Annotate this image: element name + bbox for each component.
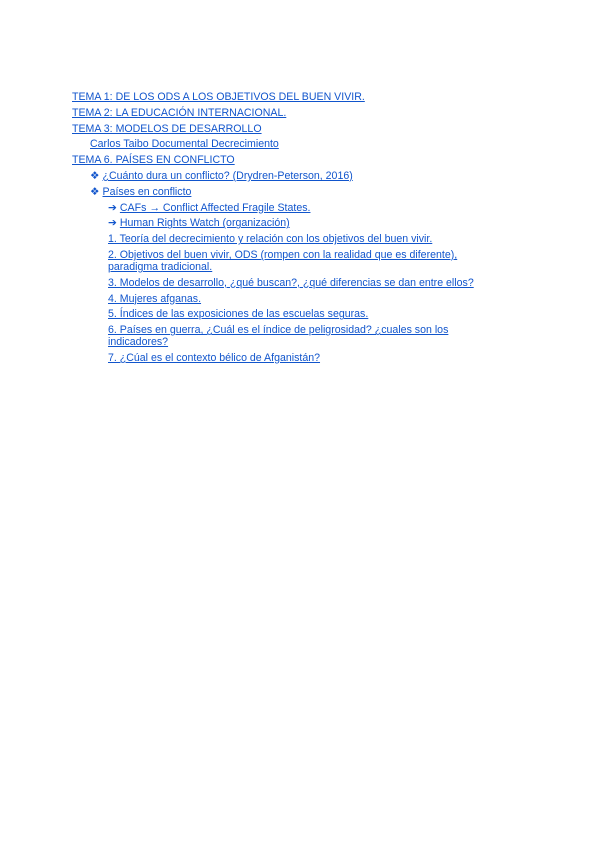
toc-link-label: CAFs → Conflict Affected Fragile States. [119, 201, 311, 214]
toc-link-label: ¿Cuánto dura un conflicto? (Drydren-Peterson, 2016) [102, 169, 353, 182]
toc-link-item-2[interactable]: 2. Objetivos del buen vivir, ODS (rompen con la realidad que es diferente), paradigma tradicional. [108, 248, 458, 273]
arrow-bullet-icon: ➔ [108, 217, 117, 230]
toc-link-label: Human Rights Watch (organización) [119, 217, 290, 230]
arrow-bullet-icon: ➔ [108, 201, 117, 214]
toc-link-item-7[interactable]: 7. ¿Cúal es el contexto bélico de Afganistán? [108, 351, 321, 364]
toc-link-label: Países en conflicto [102, 185, 192, 198]
toc-link-tema-3[interactable]: TEMA 3: MODELOS DE DESARROLLO [72, 122, 262, 135]
toc-link-item-4[interactable]: 4. Mujeres afganas. [108, 292, 202, 305]
toc-link-cafs[interactable] [108, 202, 478, 214]
toc-link-tema-2[interactable]: TEMA 2: LA EDUCACIÓN INTERNACIONAL. [72, 106, 287, 119]
toc-link-carlos-taibo[interactable]: Carlos Taibo Documental Decrecimiento [90, 138, 279, 151]
toc-link-tema-1[interactable]: TEMA 1: DE LOS ODS A LOS OBJETIVOS DEL BUEN VIVIR. [72, 91, 365, 103]
toc-link-item-5[interactable]: 5. Índices de las exposiciones de las escuelas seguras. [108, 308, 369, 321]
toc-link-item-3[interactable]: 3. Modelos de desarrollo, ¿qué buscan?, ¿qué diferencias se dan entre ellos? [108, 276, 474, 289]
toc-link-cuanto-dura-conflicto[interactable] [90, 170, 510, 182]
toc-link-human-rights-watch[interactable] [108, 217, 478, 229]
table-of-contents [0, 91, 600, 368]
toc-link-item-6[interactable]: 6. Países en guerra, ¿Cuál es el índice de peligrosidad? ¿cuales son los indicadores? [108, 324, 449, 349]
toc-link-tema-6[interactable]: TEMA 6. PAÍSES EN CONFLICTO [72, 154, 235, 167]
toc-link-paises-en-conflicto[interactable] [90, 186, 510, 198]
diamond-bullet-icon: ❖ [90, 185, 100, 198]
toc-link-item-1[interactable]: 1. Teoría del decrecimiento y relación con los objetivos del buen vivir. [108, 233, 433, 246]
diamond-bullet-icon: ❖ [90, 169, 100, 182]
